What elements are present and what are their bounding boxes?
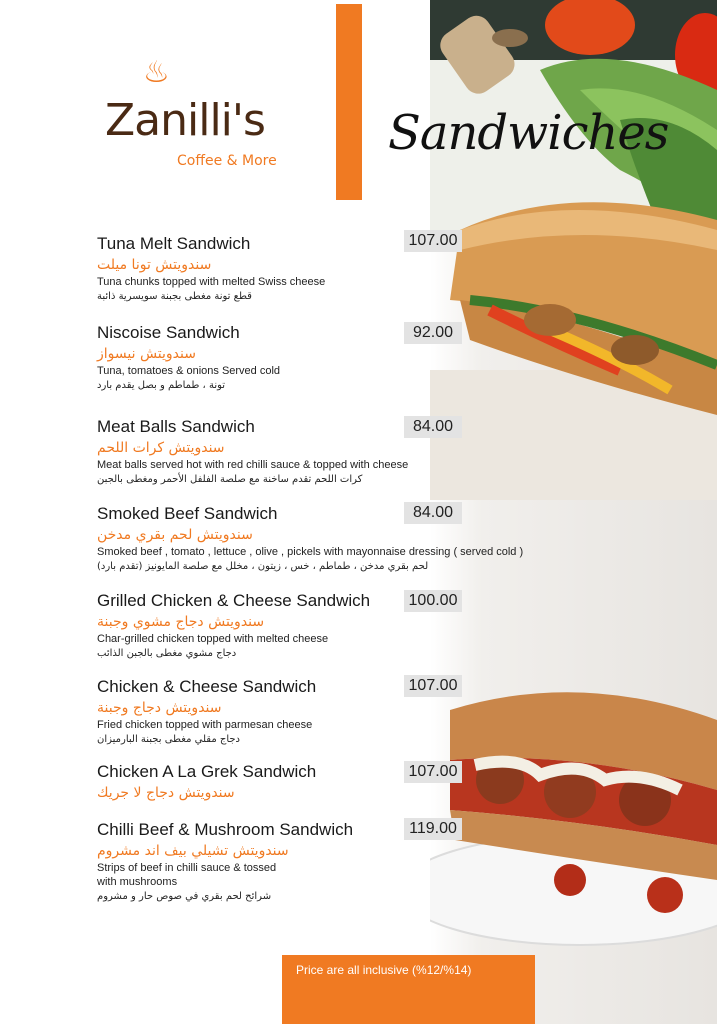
item-description-arabic: قطع تونة مغطى بجبنة سويسرية ذائبة — [97, 291, 252, 302]
menu-item — [97, 322, 557, 393]
item-price: 107.00 — [404, 675, 462, 697]
orange-accent-bar — [336, 4, 362, 200]
menu-item — [97, 819, 557, 904]
item-description: Smoked beef , tomato , lettuce , olive , pickels with mayonnaise dressing ( served cold ) — [97, 546, 524, 558]
item-name-arabic: سندويتش كرات اللحم — [97, 440, 225, 456]
item-description-arabic: شرائح لحم بقري في صوص حار و مشروم — [97, 891, 272, 902]
item-price: 107.00 — [404, 230, 462, 252]
footer-banner — [282, 955, 535, 1024]
item-name: Chilli Beef & Mushroom Sandwich — [97, 820, 354, 839]
item-description: Strips of beef in chilli sauce & tossed — [97, 862, 277, 874]
price-note: Price are all inclusive (%12/%14) — [296, 963, 472, 977]
item-price: 119.00 — [404, 818, 462, 840]
item-description: Fried chicken topped with parmesan cheese — [97, 719, 313, 731]
item-name: Tuna Melt Sandwich — [97, 234, 251, 253]
menu-item — [97, 503, 557, 574]
item-price: 107.00 — [404, 761, 462, 783]
menu-item — [97, 676, 557, 747]
item-price: 92.00 — [404, 322, 462, 344]
menu-item — [97, 233, 557, 304]
item-name-arabic: سندويتش تونا ميلت — [97, 257, 212, 273]
item-name: Chicken & Cheese Sandwich — [97, 677, 317, 696]
item-description-arabic: دجاج مشوي مغطى بالجبن الذائب — [97, 648, 237, 659]
item-name: Niscoise Sandwich — [97, 323, 240, 342]
item-description: with mushrooms — [97, 876, 178, 888]
item-description-arabic: تونة ، طماطم و بصل يقدم بارد — [97, 380, 226, 391]
brand-logo — [105, 55, 315, 175]
brand-tagline: Coffee & More — [177, 153, 277, 169]
item-name-arabic: سندويتش لحم بقري مدخن — [97, 527, 253, 543]
item-price: 84.00 — [404, 502, 462, 524]
item-description: Meat balls served hot with red chilli sauce & topped with cheese — [97, 459, 409, 471]
item-description: Tuna, tomatoes & onions Served cold — [97, 365, 281, 377]
item-description-arabic: لحم بقري مدخن ، طماطم ، خس ، زيتون ، مخلل مع صلصة المايونيز (تقدم بارد) — [97, 561, 429, 572]
item-description-arabic: كرات اللحم تقدم ساخنة مع صلصة الفلفل الأحمر ومغطى بالجبن — [97, 474, 363, 485]
menu-item — [97, 761, 557, 803]
item-name-arabic: سندويتش دجاج مشوي وجبنة — [97, 614, 265, 630]
item-name-arabic: سندويتش دجاج لا جريك — [97, 785, 235, 801]
brand-name: Zanilli's — [105, 95, 265, 146]
item-name-arabic: سندويتش دجاج وجبنة — [97, 700, 222, 716]
menu-item — [97, 590, 557, 661]
item-name: Grilled Chicken & Cheese Sandwich — [97, 591, 371, 610]
section-title: Sandwiches — [388, 105, 669, 161]
steam-icon: ♨ — [143, 55, 170, 90]
item-description-arabic: دجاج مقلي مغطى بجبنة البارميزان — [97, 734, 240, 745]
item-price: 100.00 — [404, 590, 462, 612]
item-name-arabic: سندويتش نيسواز — [97, 346, 196, 362]
item-name: Chicken A La Grek Sandwich — [97, 762, 317, 781]
item-description: Char-grilled chicken topped with melted cheese — [97, 633, 329, 645]
item-name: Meat Balls Sandwich — [97, 417, 255, 436]
item-name-arabic: سندويتش تشيلي بيف اند مشروم — [97, 843, 289, 859]
item-description: Tuna chunks topped with melted Swiss cheese — [97, 276, 326, 288]
menu-item — [97, 416, 557, 487]
item-price: 84.00 — [404, 416, 462, 438]
item-name: Smoked Beef Sandwich — [97, 504, 278, 523]
